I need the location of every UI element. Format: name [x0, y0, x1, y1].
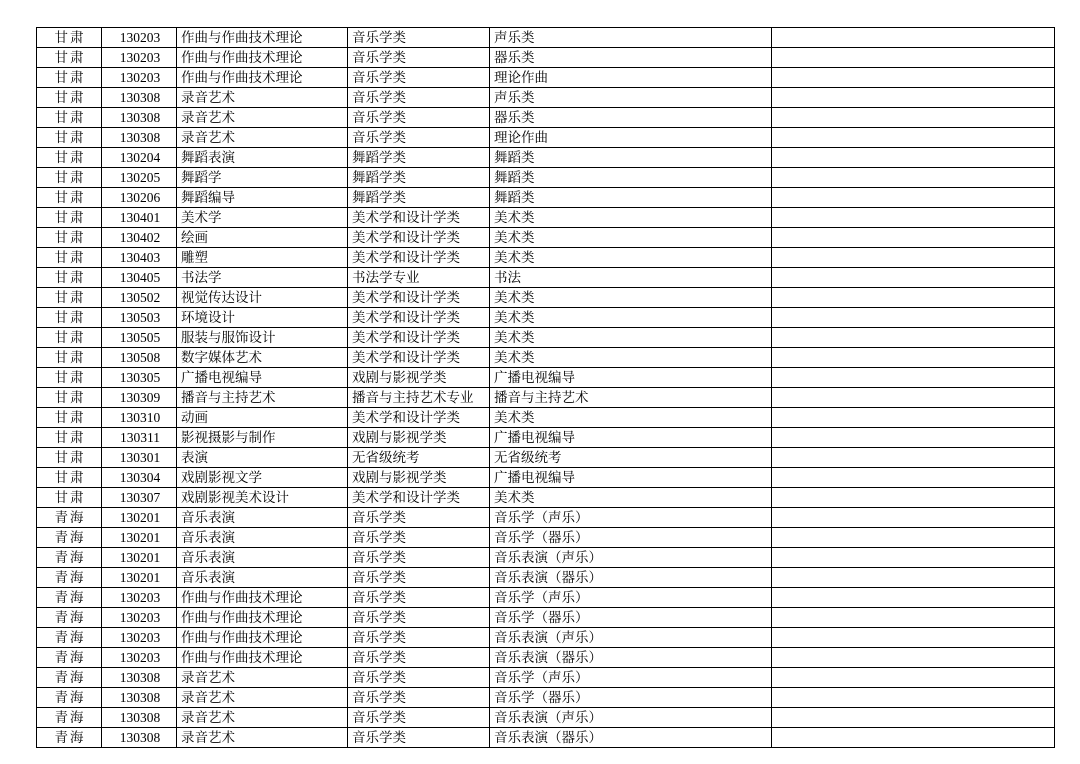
cell-code: 130311 — [102, 428, 177, 448]
cell-major: 录音艺术 — [177, 668, 348, 688]
cell-exam: 舞蹈类 — [490, 188, 772, 208]
cell-note — [772, 408, 1055, 428]
table-row — [37, 128, 1055, 148]
cell-code: 130304 — [102, 468, 177, 488]
cell-exam: 音乐表演（声乐） — [490, 548, 772, 568]
cell-exam: 音乐表演（器乐） — [490, 648, 772, 668]
cell-category: 音乐学类 — [348, 128, 490, 148]
cell-note — [772, 688, 1055, 708]
cell-category: 舞蹈学类 — [348, 188, 490, 208]
cell-major: 舞蹈编导 — [177, 188, 348, 208]
cell-code: 130405 — [102, 268, 177, 288]
cell-category: 音乐学类 — [348, 728, 490, 748]
table-row — [37, 648, 1055, 668]
cell-province: 甘肃 — [37, 428, 102, 448]
cell-note — [772, 608, 1055, 628]
cell-category: 美术学和设计学类 — [348, 248, 490, 268]
table-row — [37, 508, 1055, 528]
table-row — [37, 268, 1055, 288]
cell-exam: 广播电视编导 — [490, 468, 772, 488]
cell-exam: 声乐类 — [490, 28, 772, 48]
cell-note — [772, 68, 1055, 88]
cell-note — [772, 88, 1055, 108]
cell-province: 甘肃 — [37, 168, 102, 188]
cell-major: 作曲与作曲技术理论 — [177, 48, 348, 68]
cell-major: 广播电视编导 — [177, 368, 348, 388]
cell-province: 甘肃 — [37, 488, 102, 508]
cell-note — [772, 148, 1055, 168]
table-row — [37, 588, 1055, 608]
cell-province: 甘肃 — [37, 468, 102, 488]
cell-province: 甘肃 — [37, 268, 102, 288]
cell-code: 130203 — [102, 68, 177, 88]
cell-exam: 音乐学（声乐） — [490, 508, 772, 528]
cell-code: 130206 — [102, 188, 177, 208]
cell-major: 录音艺术 — [177, 108, 348, 128]
cell-exam: 音乐学（声乐） — [490, 588, 772, 608]
cell-province: 甘肃 — [37, 408, 102, 428]
table-row — [37, 88, 1055, 108]
cell-exam: 音乐学（器乐） — [490, 688, 772, 708]
cell-category: 音乐学类 — [348, 48, 490, 68]
cell-note — [772, 528, 1055, 548]
cell-note — [772, 628, 1055, 648]
cell-province: 甘肃 — [37, 188, 102, 208]
cell-category: 美术学和设计学类 — [348, 328, 490, 348]
cell-major: 作曲与作曲技术理论 — [177, 608, 348, 628]
cell-major: 舞蹈表演 — [177, 148, 348, 168]
cell-code: 130309 — [102, 388, 177, 408]
cell-note — [772, 648, 1055, 668]
cell-major: 舞蹈学 — [177, 168, 348, 188]
cell-note — [772, 368, 1055, 388]
table-row — [37, 248, 1055, 268]
cell-category: 音乐学类 — [348, 68, 490, 88]
cell-note — [772, 568, 1055, 588]
cell-province: 甘肃 — [37, 128, 102, 148]
cell-major: 录音艺术 — [177, 88, 348, 108]
table-row — [37, 228, 1055, 248]
cell-province: 甘肃 — [37, 248, 102, 268]
cell-category: 美术学和设计学类 — [348, 408, 490, 428]
cell-exam: 音乐学（器乐） — [490, 608, 772, 628]
cell-category: 美术学和设计学类 — [348, 488, 490, 508]
cell-exam: 美术类 — [490, 348, 772, 368]
cell-exam: 声乐类 — [490, 88, 772, 108]
cell-category: 舞蹈学类 — [348, 168, 490, 188]
cell-province: 青海 — [37, 648, 102, 668]
table-row — [37, 368, 1055, 388]
cell-category: 音乐学类 — [348, 568, 490, 588]
cell-note — [772, 448, 1055, 468]
cell-category: 播音与主持艺术专业 — [348, 388, 490, 408]
cell-code: 130403 — [102, 248, 177, 268]
cell-note — [772, 108, 1055, 128]
cell-exam: 舞蹈类 — [490, 148, 772, 168]
cell-exam: 美术类 — [490, 408, 772, 428]
cell-exam: 广播电视编导 — [490, 428, 772, 448]
cell-code: 130203 — [102, 648, 177, 668]
table-row — [37, 668, 1055, 688]
table-row — [37, 28, 1055, 48]
cell-major: 音乐表演 — [177, 568, 348, 588]
cell-province: 甘肃 — [37, 48, 102, 68]
table-row — [37, 608, 1055, 628]
cell-province: 甘肃 — [37, 348, 102, 368]
cell-province: 青海 — [37, 628, 102, 648]
cell-exam: 器乐类 — [490, 48, 772, 68]
cell-note — [772, 588, 1055, 608]
cell-major: 作曲与作曲技术理论 — [177, 28, 348, 48]
table-row — [37, 728, 1055, 748]
cell-province: 青海 — [37, 668, 102, 688]
table-row — [37, 468, 1055, 488]
cell-province: 甘肃 — [37, 68, 102, 88]
cell-exam: 美术类 — [490, 488, 772, 508]
cell-code: 130310 — [102, 408, 177, 428]
table-row — [37, 108, 1055, 128]
cell-exam: 理论作曲 — [490, 128, 772, 148]
table-row — [37, 308, 1055, 328]
cell-category: 音乐学类 — [348, 28, 490, 48]
cell-category: 音乐学类 — [348, 528, 490, 548]
cell-major: 录音艺术 — [177, 688, 348, 708]
cell-note — [772, 668, 1055, 688]
cell-category: 音乐学类 — [348, 668, 490, 688]
cell-exam: 器乐类 — [490, 108, 772, 128]
cell-code: 130308 — [102, 88, 177, 108]
cell-province: 甘肃 — [37, 308, 102, 328]
cell-exam: 音乐学（器乐） — [490, 528, 772, 548]
cell-major: 录音艺术 — [177, 728, 348, 748]
cell-province: 青海 — [37, 508, 102, 528]
table-row — [37, 328, 1055, 348]
cell-category: 美术学和设计学类 — [348, 348, 490, 368]
cell-major: 视觉传达设计 — [177, 288, 348, 308]
cell-code: 130204 — [102, 148, 177, 168]
cell-category: 音乐学类 — [348, 688, 490, 708]
cell-category: 音乐学类 — [348, 588, 490, 608]
cell-code: 130203 — [102, 628, 177, 648]
cell-exam: 美术类 — [490, 308, 772, 328]
cell-category: 戏剧与影视学类 — [348, 468, 490, 488]
cell-major: 服装与服饰设计 — [177, 328, 348, 348]
cell-category: 音乐学类 — [348, 648, 490, 668]
cell-category: 音乐学类 — [348, 608, 490, 628]
cell-note — [772, 468, 1055, 488]
table-row — [37, 528, 1055, 548]
cell-category: 戏剧与影视学类 — [348, 368, 490, 388]
cell-code: 130203 — [102, 28, 177, 48]
cell-note — [772, 208, 1055, 228]
cell-note — [772, 728, 1055, 748]
cell-exam: 舞蹈类 — [490, 168, 772, 188]
cell-province: 青海 — [37, 608, 102, 628]
cell-province: 青海 — [37, 708, 102, 728]
cell-note — [772, 288, 1055, 308]
cell-category: 美术学和设计学类 — [348, 208, 490, 228]
cell-exam: 无省级统考 — [490, 448, 772, 468]
cell-major: 书法学 — [177, 268, 348, 288]
table-row — [37, 688, 1055, 708]
cell-code: 130301 — [102, 448, 177, 468]
cell-note — [772, 488, 1055, 508]
cell-province: 甘肃 — [37, 148, 102, 168]
cell-major: 影视摄影与制作 — [177, 428, 348, 448]
table-row — [37, 388, 1055, 408]
cell-code: 130305 — [102, 368, 177, 388]
cell-category: 美术学和设计学类 — [348, 288, 490, 308]
cell-note — [772, 228, 1055, 248]
cell-note — [772, 708, 1055, 728]
cell-province: 甘肃 — [37, 28, 102, 48]
cell-category: 音乐学类 — [348, 708, 490, 728]
cell-province: 青海 — [37, 528, 102, 548]
cell-code: 130201 — [102, 568, 177, 588]
cell-province: 青海 — [37, 588, 102, 608]
cell-category: 舞蹈学类 — [348, 148, 490, 168]
cell-exam: 音乐表演（声乐） — [490, 628, 772, 648]
cell-major: 戏剧影视文学 — [177, 468, 348, 488]
cell-exam: 美术类 — [490, 328, 772, 348]
cell-category: 音乐学类 — [348, 108, 490, 128]
cell-code: 130508 — [102, 348, 177, 368]
cell-code: 130503 — [102, 308, 177, 328]
table-row — [37, 188, 1055, 208]
cell-category: 音乐学类 — [348, 88, 490, 108]
table-row — [37, 488, 1055, 508]
cell-exam: 广播电视编导 — [490, 368, 772, 388]
cell-code: 130201 — [102, 528, 177, 548]
cell-province: 青海 — [37, 688, 102, 708]
cell-exam: 音乐表演（器乐） — [490, 728, 772, 748]
cell-note — [772, 168, 1055, 188]
cell-exam: 音乐表演（器乐） — [490, 568, 772, 588]
cell-category: 音乐学类 — [348, 508, 490, 528]
cell-code: 130308 — [102, 708, 177, 728]
cell-category: 音乐学类 — [348, 548, 490, 568]
table-body — [37, 28, 1055, 748]
cell-major: 雕塑 — [177, 248, 348, 268]
cell-major: 环境设计 — [177, 308, 348, 328]
cell-note — [772, 188, 1055, 208]
cell-category: 戏剧与影视学类 — [348, 428, 490, 448]
cell-code: 130203 — [102, 588, 177, 608]
cell-province: 甘肃 — [37, 88, 102, 108]
table-row — [37, 628, 1055, 648]
table-row — [37, 448, 1055, 468]
cell-province: 甘肃 — [37, 288, 102, 308]
cell-code: 130201 — [102, 548, 177, 568]
table-row — [37, 428, 1055, 448]
cell-major: 作曲与作曲技术理论 — [177, 588, 348, 608]
cell-province: 甘肃 — [37, 388, 102, 408]
cell-province: 甘肃 — [37, 448, 102, 468]
cell-exam: 美术类 — [490, 208, 772, 228]
cell-province: 甘肃 — [37, 368, 102, 388]
cell-exam: 美术类 — [490, 228, 772, 248]
cell-exam: 书法 — [490, 268, 772, 288]
cell-major: 戏剧影视美术设计 — [177, 488, 348, 508]
cell-major: 美术学 — [177, 208, 348, 228]
cell-major: 绘画 — [177, 228, 348, 248]
cell-exam: 美术类 — [490, 288, 772, 308]
cell-note — [772, 48, 1055, 68]
table-row — [37, 348, 1055, 368]
cell-category: 无省级统考 — [348, 448, 490, 468]
cell-major: 音乐表演 — [177, 548, 348, 568]
table-row — [37, 408, 1055, 428]
cell-province: 甘肃 — [37, 328, 102, 348]
cell-major: 音乐表演 — [177, 528, 348, 548]
table-row — [37, 568, 1055, 588]
cell-code: 130201 — [102, 508, 177, 528]
cell-exam: 播音与主持艺术 — [490, 388, 772, 408]
cell-major: 播音与主持艺术 — [177, 388, 348, 408]
table-row — [37, 708, 1055, 728]
cell-note — [772, 348, 1055, 368]
cell-major: 动画 — [177, 408, 348, 428]
cell-category: 美术学和设计学类 — [348, 308, 490, 328]
cell-major: 作曲与作曲技术理论 — [177, 628, 348, 648]
cell-province: 甘肃 — [37, 108, 102, 128]
cell-major: 作曲与作曲技术理论 — [177, 648, 348, 668]
cell-note — [772, 548, 1055, 568]
cell-code: 130308 — [102, 128, 177, 148]
cell-major: 音乐表演 — [177, 508, 348, 528]
cell-province: 青海 — [37, 728, 102, 748]
cell-category: 音乐学类 — [348, 628, 490, 648]
cell-exam: 音乐学（声乐） — [490, 668, 772, 688]
cell-code: 130505 — [102, 328, 177, 348]
cell-code: 130308 — [102, 108, 177, 128]
cell-note — [772, 428, 1055, 448]
cell-note — [772, 388, 1055, 408]
cell-category: 美术学和设计学类 — [348, 228, 490, 248]
cell-major: 数字媒体艺术 — [177, 348, 348, 368]
cell-code: 130307 — [102, 488, 177, 508]
cell-category: 书法学专业 — [348, 268, 490, 288]
cell-note — [772, 28, 1055, 48]
cell-code: 130203 — [102, 48, 177, 68]
table-row — [37, 68, 1055, 88]
cell-code: 130205 — [102, 168, 177, 188]
cell-code: 130402 — [102, 228, 177, 248]
cell-major: 表演 — [177, 448, 348, 468]
table-row — [37, 168, 1055, 188]
cell-note — [772, 268, 1055, 288]
cell-note — [772, 248, 1055, 268]
cell-code: 130203 — [102, 608, 177, 628]
cell-province: 甘肃 — [37, 228, 102, 248]
table-row — [37, 148, 1055, 168]
table-row — [37, 48, 1055, 68]
cell-code: 130308 — [102, 668, 177, 688]
table-row — [37, 208, 1055, 228]
cell-note — [772, 328, 1055, 348]
cell-exam: 美术类 — [490, 248, 772, 268]
cell-note — [772, 508, 1055, 528]
cell-exam: 理论作曲 — [490, 68, 772, 88]
cell-note — [772, 128, 1055, 148]
cell-code: 130401 — [102, 208, 177, 228]
table-row — [37, 548, 1055, 568]
cell-code: 130502 — [102, 288, 177, 308]
table-row — [37, 288, 1055, 308]
cell-exam: 音乐表演（声乐） — [490, 708, 772, 728]
cell-code: 130308 — [102, 688, 177, 708]
major-enrollment-table — [36, 27, 1055, 748]
cell-major: 作曲与作曲技术理论 — [177, 68, 348, 88]
cell-province: 青海 — [37, 548, 102, 568]
cell-major: 录音艺术 — [177, 708, 348, 728]
cell-province: 甘肃 — [37, 208, 102, 228]
cell-note — [772, 308, 1055, 328]
cell-code: 130308 — [102, 728, 177, 748]
cell-major: 录音艺术 — [177, 128, 348, 148]
cell-province: 青海 — [37, 568, 102, 588]
